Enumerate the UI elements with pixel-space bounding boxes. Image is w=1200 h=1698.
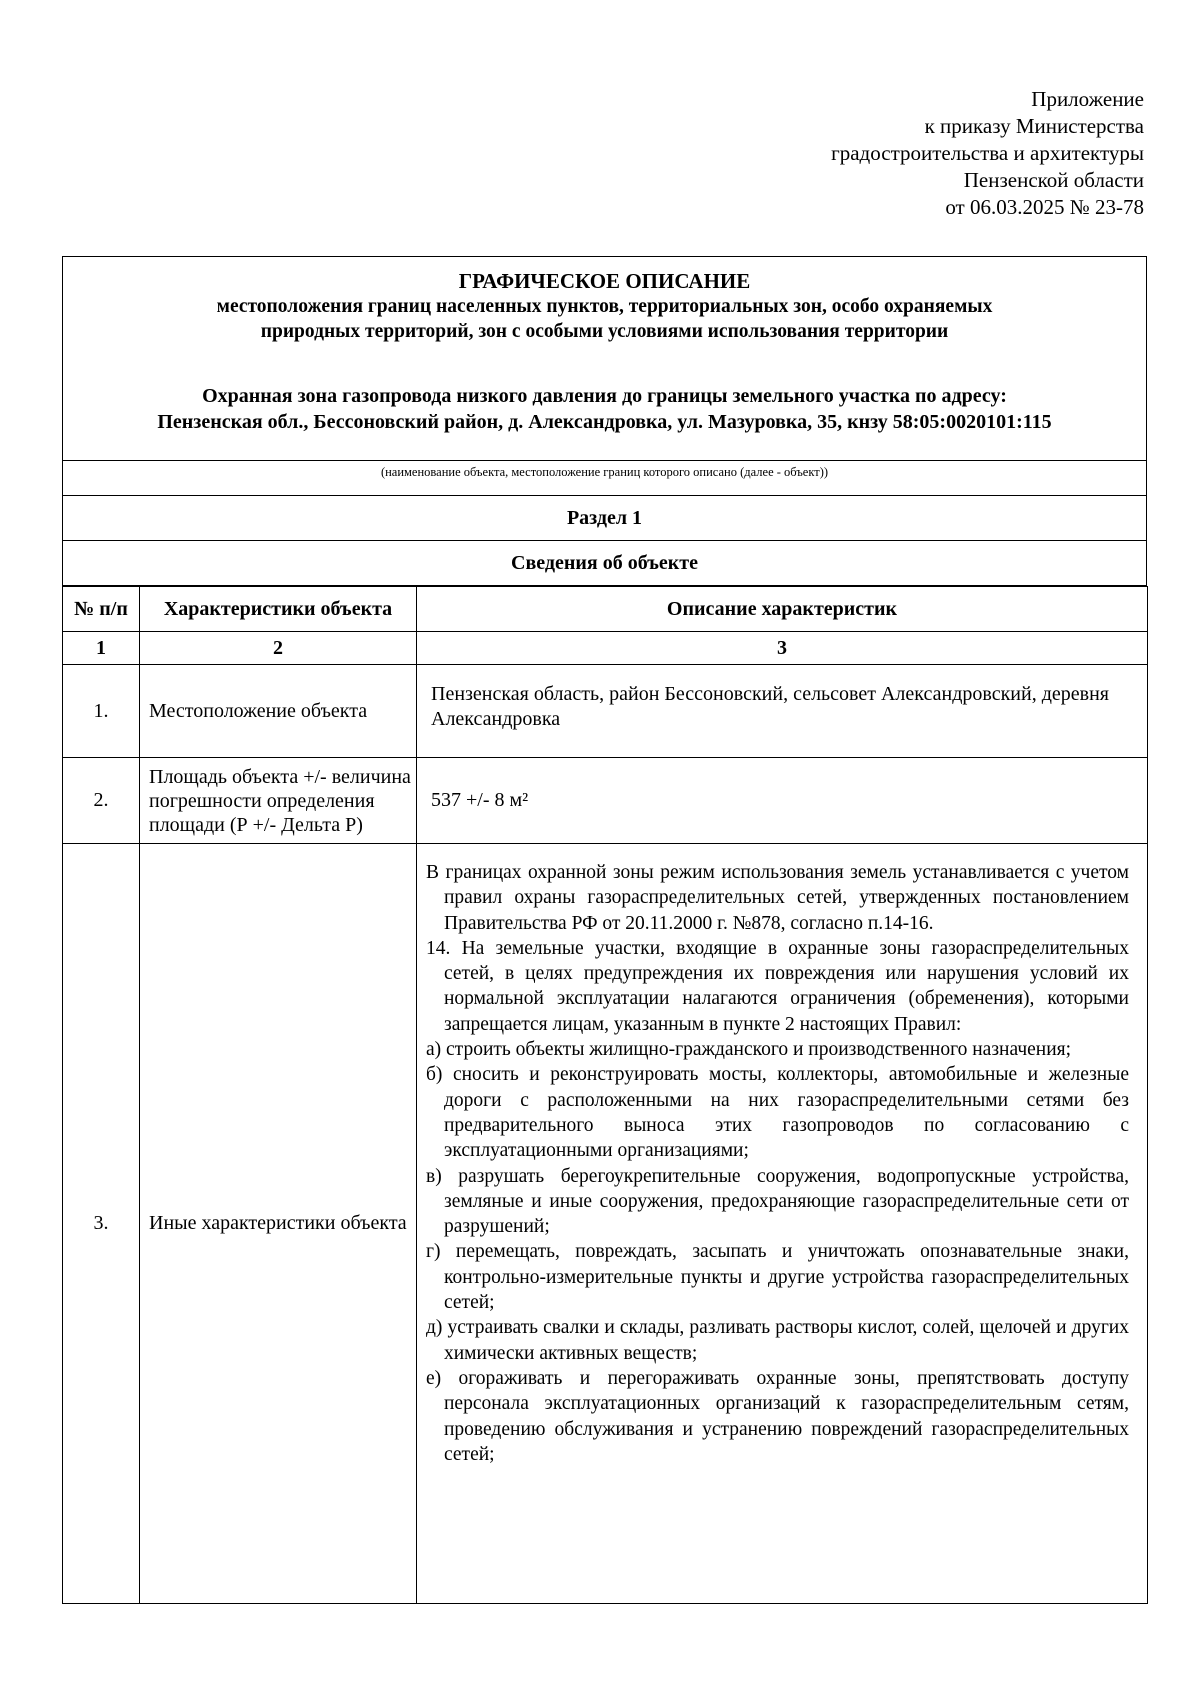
- column-number: 3: [417, 632, 1148, 665]
- description-paragraph: а) строить объекты жилищно-гражданского и производственного назначения;: [426, 1039, 1072, 1061]
- characteristic-name: Площадь объекта +/- величина погрешности определения площади (Р +/- Дельта Р): [140, 758, 417, 844]
- document-subtitle: природных территорий, зон с особыми условиями использования территории: [260, 321, 949, 342]
- object-info-table: [62, 586, 1148, 1604]
- description-paragraph: В границах охранной зоны режим использования земель устанавливается с учетом правил охраны газораспределительных сетей, утвержденных постановлением Правительства РФ от 20.11.2000 г. №878, согласно п.14-16.: [426, 862, 1129, 934]
- table-row: [63, 844, 1148, 1604]
- document-subtitle: местоположения границ населенных пунктов, территориальных зон, особо охраняемых: [216, 296, 993, 317]
- appendix-line: градостроительства и архитектуры: [831, 141, 1144, 165]
- column-header: Характеристики объекта: [140, 587, 417, 632]
- table-header-row: [63, 587, 1148, 632]
- document-header: [62, 256, 1147, 461]
- column-header: Описание характеристик: [417, 587, 1148, 632]
- appendix-line: к приказу Министерства: [924, 114, 1144, 138]
- characteristic-name: Иные характеристики объекта: [140, 844, 417, 1604]
- document-title: ГРАФИЧЕСКОЕ ОПИСАНИЕ: [458, 269, 751, 293]
- characteristic-value: [417, 844, 1148, 1604]
- object-name: Охранная зона газопровода низкого давления до границы земельного участка по адресу:: [202, 385, 1007, 407]
- characteristic-name: Местоположение объекта: [140, 665, 417, 758]
- description-paragraph: б) сносить и реконструировать мосты, коллекторы, автомобильные и железные дороги с расположенными на них газораспределительными сетями без предварительного выноса этих газопроводов по согласованию с эксплуатационными организациями;: [426, 1064, 1129, 1162]
- column-number: 1: [63, 632, 140, 665]
- characteristic-value: Пензенская область, район Бессоновский, сельсовет Александровский, деревня Александровка: [417, 665, 1148, 758]
- column-number: 2: [140, 632, 417, 665]
- table-row: [63, 758, 1148, 844]
- characteristic-value: 537 +/- 8 м²: [417, 758, 1148, 844]
- row-number: 1.: [63, 665, 140, 758]
- section-subtitle: Сведения об объекте: [62, 541, 1147, 586]
- object-caption: (наименование объекта, местоположение границ которого описано (далее - объект)): [62, 460, 1147, 496]
- table-row: [63, 665, 1148, 758]
- column-number-row: [63, 632, 1148, 665]
- object-address: Пензенская обл., Бессоновский район, д. Александровка, ул. Мазуровка, 35, кнзу 58:05:0020101:115: [157, 411, 1052, 433]
- appendix-order-number: от 06.03.2025 № 23-78: [945, 195, 1144, 219]
- appendix-block: [684, 86, 1144, 221]
- appendix-line: Пензенской области: [963, 168, 1144, 192]
- description-paragraph: е) огораживать и перегораживать охранные зоны, препятствовать доступу персонала эксплуатационных организаций к газораспределительным сетям, проведению обслуживания и устранению повреждений газораспределительных сетей;: [426, 1367, 1129, 1465]
- row-number: 3.: [63, 844, 140, 1604]
- description-paragraph: 14. На земельные участки, входящие в охранные зоны газораспределительных сетей, в целях предупреждения их повреждения или нарушения условий их нормальной эксплуатации налагаются ограничения (обременения), которыми запрещается лицам, указанным в пункте 2 настоящих Правил:: [426, 937, 1129, 1035]
- row-number: 2.: [63, 758, 140, 844]
- appendix-line: Приложение: [1031, 87, 1144, 111]
- description-paragraph: г) перемещать, повреждать, засыпать и уничтожать опознавательные знаки, контрольно-измерительные пункты и другие устройства газораспределительных сетей;: [426, 1241, 1129, 1314]
- column-header: № п/п: [63, 587, 140, 632]
- description-paragraph: в) разрушать берегоукрепительные сооружения, водопропускные устройства, земляные и иные сооружения, предохраняющие газораспределительные сети от разрушений;: [426, 1165, 1129, 1238]
- description-paragraph: д) устраивать свалки и склады, разливать растворы кислот, солей, щелочей и других химически активных веществ;: [426, 1317, 1129, 1364]
- section-title: Раздел 1: [62, 496, 1147, 541]
